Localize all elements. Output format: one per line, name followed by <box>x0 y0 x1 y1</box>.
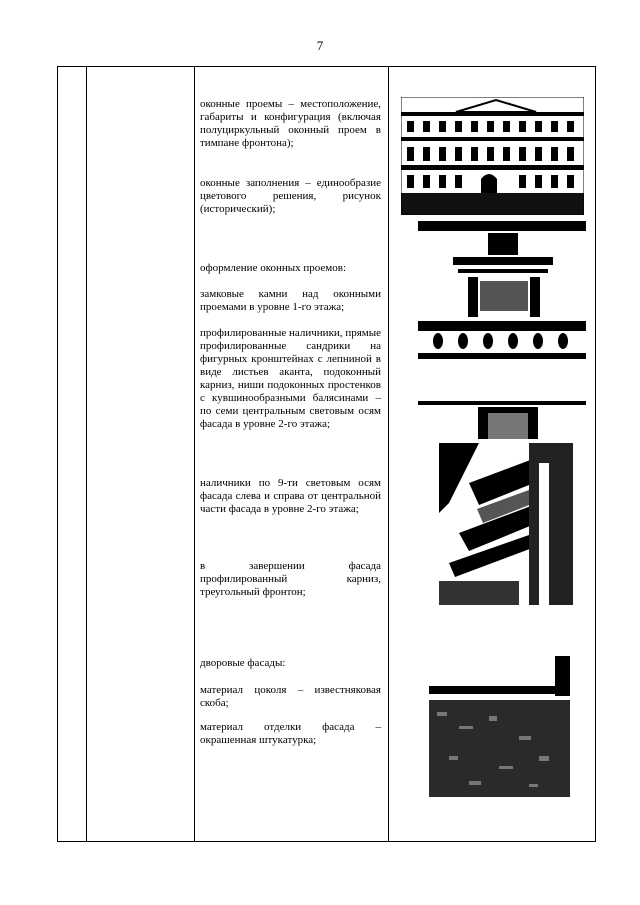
column-divider <box>194 67 195 841</box>
courtyard-photo <box>429 656 570 797</box>
column-divider <box>86 67 87 841</box>
text-profiled-architraves: профилированные наличники, прямые профилированные сандрики на фигурных кронштейнах с лепниной в виде листьев аканта, подоконный карниз, ниши подоконных простенков с кувшинообразными балясинами – по семи центральным световым осям фасада в уровне 2-го этажа; <box>200 327 381 430</box>
text-window-decor-heading: оформление оконных проемов: <box>200 262 347 274</box>
facade-photo <box>401 97 584 215</box>
page-number: 7 <box>316 38 324 53</box>
text-keystones: замковые камни над оконными проемами в уровне 1-го этажа; <box>200 288 381 313</box>
window-detail-photo <box>418 221 586 439</box>
text-window-openings: оконные проемы – местоположение, габариты и конфигурация (включая полуциркульный оконный проем в тимпане фронтона); <box>200 98 381 149</box>
text-facade-finish: материал отделки фасада – окрашенная штукатурка; <box>200 721 381 746</box>
text-plinth-material: материал цоколя – известняковая скоба; <box>200 684 381 709</box>
text-cornice-pediment: в завершении фасада профилированный карниз, треугольный фронтон; <box>200 560 381 598</box>
column-divider <box>388 67 389 841</box>
text-window-fillings: оконные заполнения – единообразие цветового решения, рисунок (исторический); <box>200 177 381 215</box>
text-architraves-9-axes: наличники по 9-ти световым осям фасада слева и справа от центральной части фасада в уровне 2-го этажа; <box>200 477 381 515</box>
architrave-detail-photo <box>439 443 573 605</box>
text-courtyard-facades: дворовые фасады: <box>200 657 286 669</box>
